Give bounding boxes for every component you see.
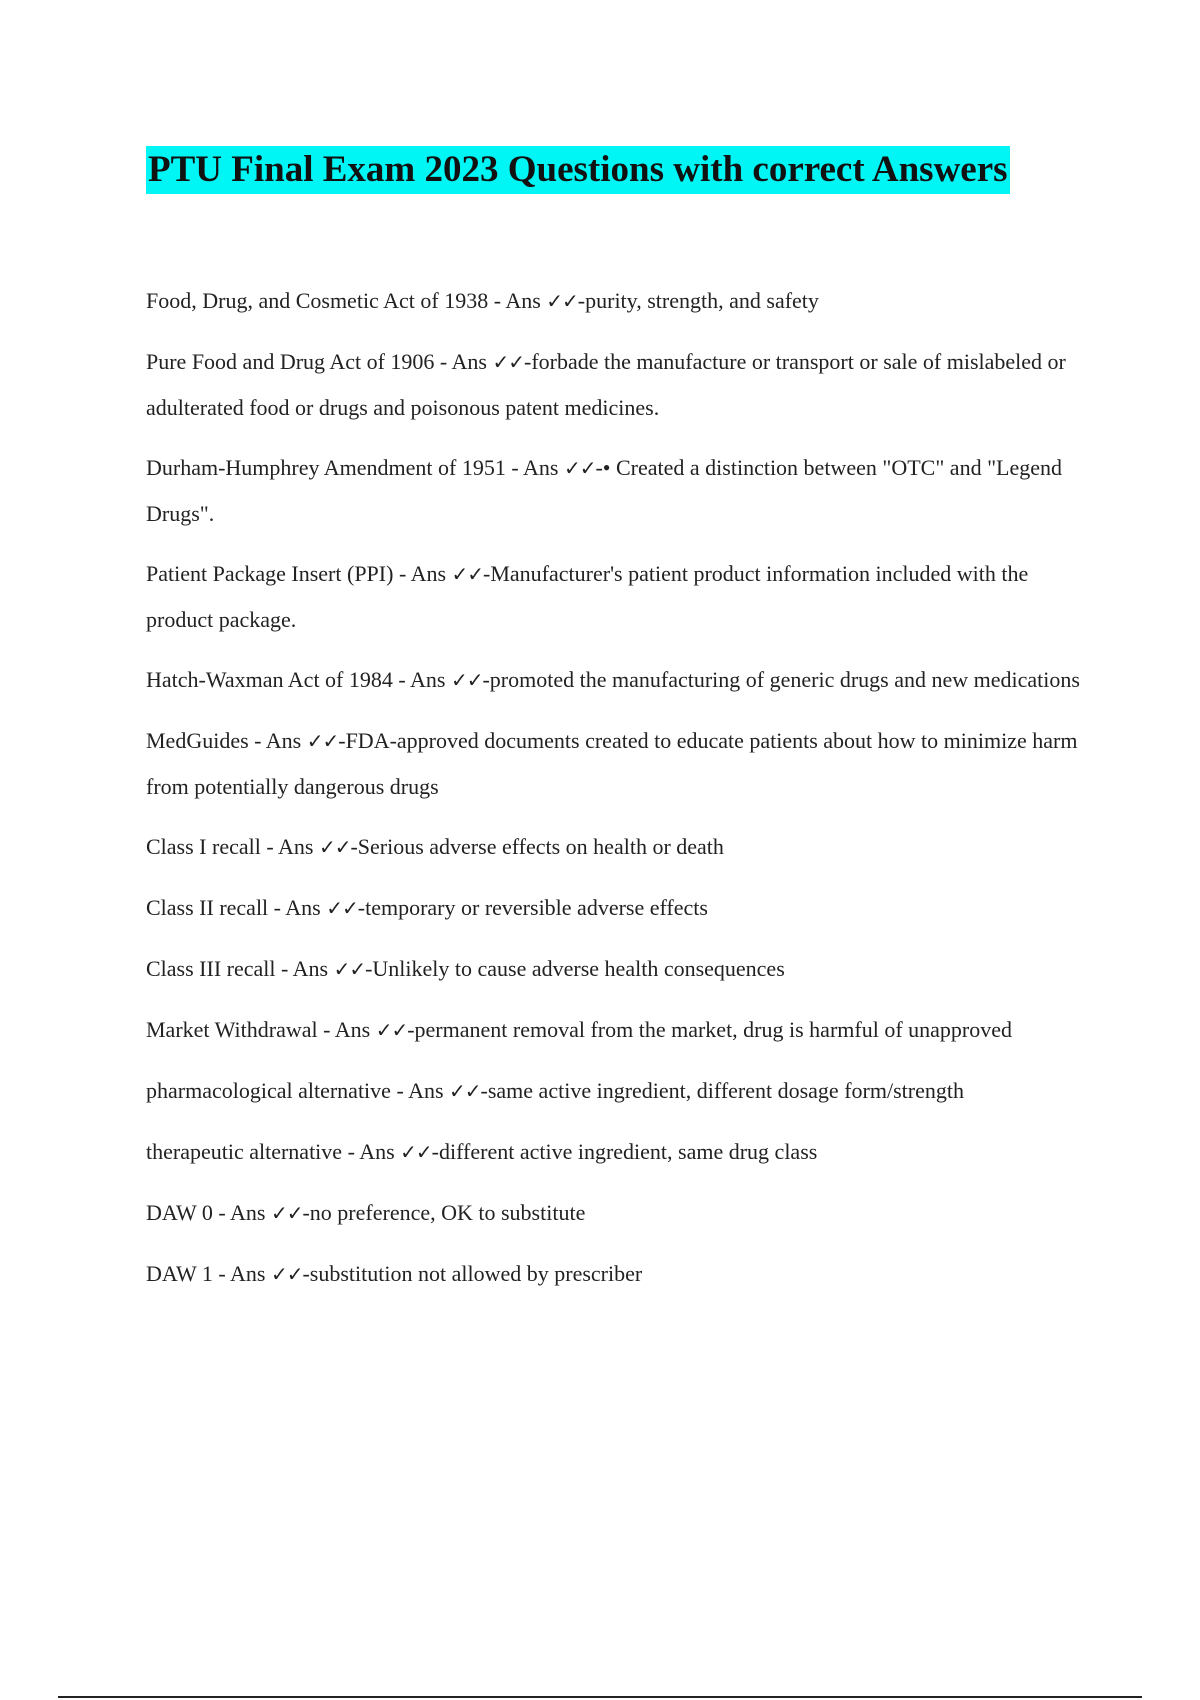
qa-item: [146, 1251, 1086, 1297]
ans-label: Ans: [410, 667, 451, 692]
qa-term: DAW 0: [146, 1200, 213, 1225]
ans-label: Ans: [230, 1261, 271, 1286]
qa-term: DAW 1: [146, 1261, 213, 1286]
qa-item: [146, 946, 1086, 992]
ans-label: Ans: [334, 1017, 376, 1042]
qa-answer: -• Created a distinction between "OTC" and "Legend Drugs".: [146, 455, 1063, 526]
qa-item: [146, 278, 1086, 324]
qa-item: [146, 718, 1086, 809]
ans-label: Ans: [408, 1078, 450, 1103]
check-icon: ✓✓: [563, 456, 596, 480]
qa-separator: -: [393, 561, 411, 586]
ans-label: Ans: [523, 455, 564, 480]
check-icon: ✓✓: [326, 896, 358, 920]
qa-answer: -Unlikely to cause adverse health consequences: [365, 956, 785, 981]
qa-term: Food, Drug, and Cosmetic Act of 1938: [146, 288, 489, 313]
qa-answer: -purity, strength, and safety: [577, 288, 819, 313]
qa-item: [146, 339, 1086, 430]
qa-separator: -: [505, 455, 523, 480]
qa-separator: -: [248, 728, 266, 753]
qa-answer: -permanent removal from the market, drug is harmful of unapproved: [407, 1017, 1012, 1042]
qa-answer: -FDA-approved documents created to educate patients about how to minimize harm from potentially dangerous drugs: [146, 728, 1078, 799]
ans-label: Ans: [277, 834, 319, 859]
ans-label: Ans: [505, 288, 547, 313]
check-icon: ✓✓: [306, 729, 339, 753]
qa-separator: -: [275, 956, 293, 981]
check-icon: ✓✓: [375, 1018, 408, 1042]
qa-separator: -: [390, 1078, 409, 1103]
qa-separator: -: [342, 1139, 360, 1164]
qa-term: MedGuides: [146, 728, 249, 753]
qa-item: [146, 1129, 1086, 1175]
qa-separator: -: [212, 1261, 231, 1286]
qa-answer: -forbade the manufacture or transport or sale of mislabeled or adulterated food or drugs and poisonous patent medicines.: [146, 349, 1066, 420]
qa-separator: -: [488, 288, 506, 313]
qa-term: Class I recall: [146, 834, 261, 859]
check-icon: ✓✓: [333, 957, 366, 981]
qa-term: Hatch-Waxman Act of 1984: [146, 667, 393, 692]
qa-item: [146, 1007, 1086, 1053]
check-icon: ✓✓: [270, 1262, 303, 1286]
qa-answer: -no preference, OK to substitute: [302, 1200, 586, 1225]
qa-answer: -temporary or reversible adverse effects: [357, 895, 708, 920]
qa-term: Pure Food and Drug Act of 1906: [146, 349, 435, 374]
ans-label: Ans: [265, 728, 307, 753]
qa-separator: -: [392, 667, 411, 692]
qa-item: [146, 885, 1086, 931]
check-icon: ✓✓: [400, 1140, 432, 1164]
check-icon: ✓✓: [451, 562, 484, 586]
qa-term: Market Withdrawal: [146, 1017, 318, 1042]
qa-list: [146, 278, 1086, 1312]
qa-term: pharmacological alternative: [146, 1078, 391, 1103]
qa-term: Class II recall: [146, 895, 269, 920]
qa-answer: -Manufacturer's patient product information included with the product package.: [146, 561, 1029, 632]
ans-label: Ans: [285, 895, 327, 920]
ans-label: Ans: [451, 349, 493, 374]
qa-item: [146, 657, 1086, 703]
check-icon: ✓✓: [318, 835, 351, 859]
qa-answer: -promoted the manufacturing of generic drugs and new medications: [482, 667, 1080, 692]
ans-label: Ans: [230, 1200, 271, 1225]
page-title: PTU Final Exam 2023 Questions with correct Answers: [146, 146, 1010, 194]
check-icon: ✓✓: [270, 1201, 303, 1225]
ans-label: Ans: [359, 1139, 401, 1164]
qa-item: [146, 1190, 1086, 1236]
qa-answer: -substitution not allowed by prescriber: [302, 1261, 643, 1286]
check-icon: ✓✓: [546, 289, 578, 313]
qa-term: Patient Package Insert (PPI): [146, 561, 394, 586]
qa-item: [146, 824, 1086, 870]
qa-term: therapeutic alternative: [146, 1139, 343, 1164]
qa-separator: -: [317, 1017, 335, 1042]
footer-divider: [58, 1696, 1142, 1698]
qa-item: [146, 551, 1086, 642]
qa-item: [146, 1068, 1086, 1114]
qa-separator: -: [212, 1200, 231, 1225]
title-block: [146, 146, 1088, 194]
qa-answer: -Serious adverse effects on health or death: [350, 834, 724, 859]
qa-answer: -different active ingredient, same drug class: [431, 1139, 818, 1164]
ans-label: Ans: [292, 956, 334, 981]
qa-term: Class III recall: [146, 956, 276, 981]
qa-item: [146, 445, 1086, 536]
qa-separator: -: [434, 349, 452, 374]
qa-separator: -: [260, 834, 278, 859]
qa-separator: -: [268, 895, 286, 920]
qa-term: Durham-Humphrey Amendment of 1951: [146, 455, 506, 480]
check-icon: ✓✓: [492, 350, 525, 374]
ans-label: Ans: [410, 561, 452, 586]
qa-answer: -same active ingredient, different dosage form/strength: [480, 1078, 964, 1103]
check-icon: ✓✓: [450, 668, 483, 692]
check-icon: ✓✓: [449, 1079, 481, 1103]
